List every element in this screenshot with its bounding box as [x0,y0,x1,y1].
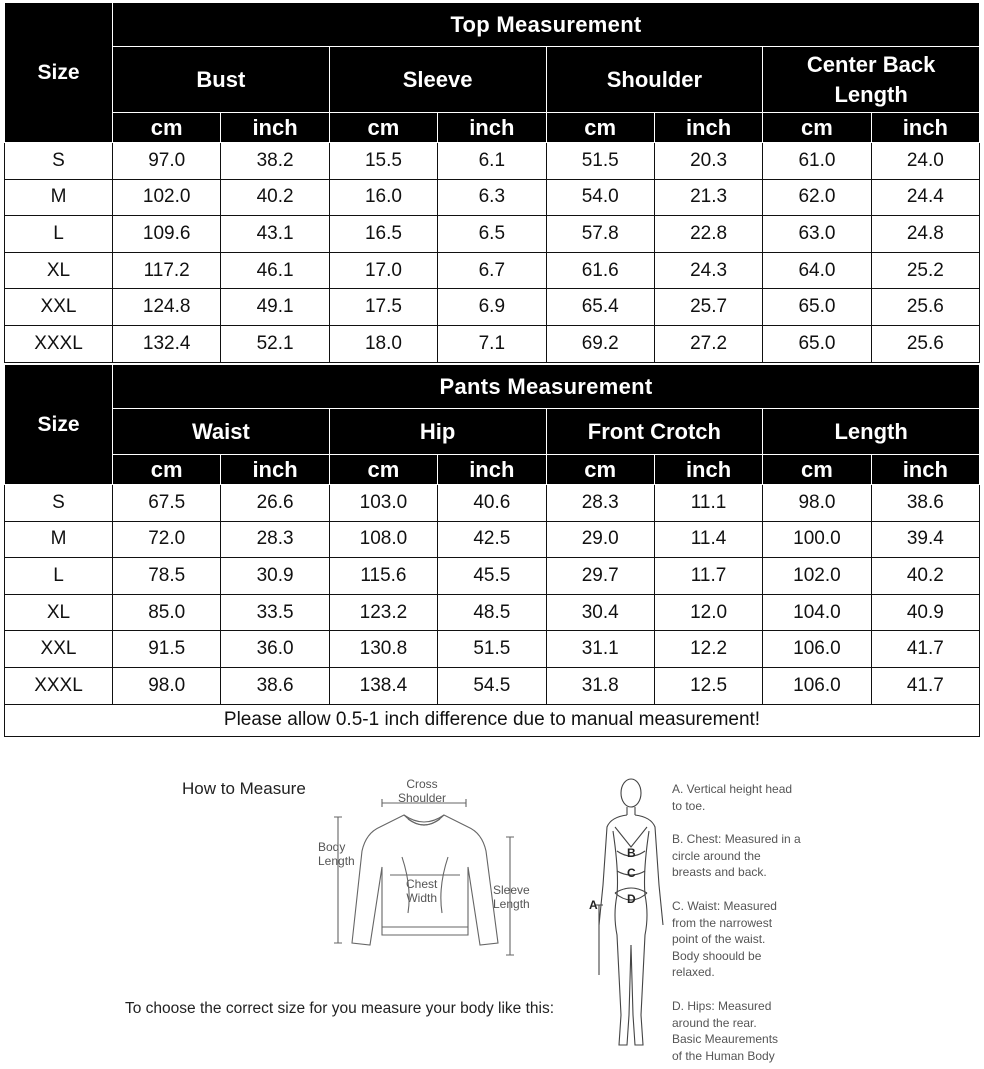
cross-shoulder-label: Cross Shoulder [398,777,447,805]
table-row [5,216,980,253]
measurement-cell: 20.3 [654,143,762,180]
measurement-cell: 6.1 [438,143,546,180]
measurement-cell: 72.0 [113,521,221,558]
measurement-cell: 40.2 [221,179,329,216]
measurement-cell: 38.6 [871,485,979,522]
measurement-cell: 31.8 [546,667,654,704]
measurement-cell: 62.0 [763,179,871,216]
size-cell: M [5,521,113,558]
measurement-cell: 40.6 [438,485,546,522]
table-row [5,325,980,362]
pants-measurement-table [4,364,980,737]
measurement-cell: 7.1 [438,325,546,362]
table-row [5,521,980,558]
table-row [5,252,980,289]
measurement-cell: 15.5 [329,143,437,180]
body-length-label: Body Length [318,840,355,868]
measurement-cell: 85.0 [113,594,221,631]
measurement-cell: 109.6 [113,216,221,253]
group-header-hip: Hip [329,409,546,455]
measurement-cell: 51.5 [438,631,546,668]
measurement-cell: 24.3 [654,252,762,289]
measurement-cell: 25.2 [871,252,979,289]
measurement-cell: 42.5 [438,521,546,558]
size-column-header: Size [5,3,113,143]
measurement-cell: 30.4 [546,594,654,631]
measurement-cell: 17.5 [329,289,437,326]
size-cell: XXL [5,289,113,326]
size-cell: XL [5,594,113,631]
measurement-cell: 11.1 [654,485,762,522]
unit-header: inch [438,113,546,143]
unit-header: inch [871,113,979,143]
table-row [5,631,980,668]
measurement-cell: 132.4 [113,325,221,362]
unit-header: cm [763,113,871,143]
measurement-cell: 33.5 [221,594,329,631]
size-cell: XL [5,252,113,289]
unit-header: cm [113,113,221,143]
measurement-cell: 46.1 [221,252,329,289]
group-header-shoulder: Shoulder [546,47,763,113]
measurement-cell: 22.8 [654,216,762,253]
figure-label-c: C [627,866,636,880]
unit-header: cm [546,455,654,485]
measurement-cell: 102.0 [763,558,871,595]
measurement-cell: 38.6 [221,667,329,704]
table-row [5,143,980,180]
measurement-cell: 123.2 [329,594,437,631]
size-cell: S [5,485,113,522]
top-table-body [5,143,980,363]
table-row [5,485,980,522]
top-measurement-title: Top Measurement [113,3,980,47]
measurement-cell: 48.5 [438,594,546,631]
sleeve-length-label: Sleeve Length [493,883,530,911]
measurement-cell: 52.1 [221,325,329,362]
measurement-cell: 12.2 [654,631,762,668]
figure-label-d: D [627,892,636,906]
measurement-cell: 54.5 [438,667,546,704]
measurement-cell: 69.2 [546,325,654,362]
definition-d: D. Hips: Measured around the rear. Basic Meaurements of the Human Body [672,999,779,1063]
size-cell: L [5,558,113,595]
measurement-note: Please allow 0.5-1 inch difference due to manual measurement! [5,704,980,736]
table-row [5,667,980,704]
top-measurement-table [4,2,980,363]
unit-header: inch [654,113,762,143]
size-cell: XXXL [5,667,113,704]
measurement-cell: 11.7 [654,558,762,595]
group-header-sleeve: Sleeve [329,47,546,113]
definition-b: B. Chest: Measured in a circle around the breasts and back. [672,832,801,879]
definition-a: A. Vertical height head to toe. [672,782,793,813]
measurement-cell: 124.8 [113,289,221,326]
measurement-cell: 65.0 [763,325,871,362]
measurement-cell: 29.0 [546,521,654,558]
measurement-cell: 6.5 [438,216,546,253]
pants-table-body [5,485,980,705]
measurement-cell: 6.3 [438,179,546,216]
measurement-cell: 43.1 [221,216,329,253]
measurement-cell: 25.6 [871,289,979,326]
measurement-cell: 6.9 [438,289,546,326]
unit-header: inch [221,113,329,143]
measurement-cell: 12.0 [654,594,762,631]
size-column-header: Size [5,365,113,485]
measurement-cell: 16.5 [329,216,437,253]
measurement-cell: 36.0 [221,631,329,668]
measurement-cell: 28.3 [546,485,654,522]
measurement-cell: 16.0 [329,179,437,216]
unit-header: cm [329,113,437,143]
measurement-cell: 63.0 [763,216,871,253]
measurement-cell: 54.0 [546,179,654,216]
measurement-cell: 103.0 [329,485,437,522]
measurement-cell: 65.0 [763,289,871,326]
measurement-cell: 108.0 [329,521,437,558]
measurement-cell: 67.5 [113,485,221,522]
table-row [5,594,980,631]
pants-measurement-title: Pants Measurement [113,365,980,409]
measurement-cell: 24.4 [871,179,979,216]
measurement-cell: 24.0 [871,143,979,180]
measurement-cell: 61.0 [763,143,871,180]
measurement-cell: 29.7 [546,558,654,595]
measurement-cell: 97.0 [113,143,221,180]
definition-c: C. Waist: Measured from the narrowest point of the waist. Body shoould be relaxed. [672,899,777,979]
measurement-cell: 64.0 [763,252,871,289]
group-header-length: Length [763,409,980,455]
measurement-cell: 51.5 [546,143,654,180]
size-cell: M [5,179,113,216]
measurement-cell: 31.1 [546,631,654,668]
measurement-cell: 30.9 [221,558,329,595]
measurement-cell: 17.0 [329,252,437,289]
measurement-cell: 18.0 [329,325,437,362]
table-row [5,179,980,216]
unit-header: inch [654,455,762,485]
measurement-cell: 12.5 [654,667,762,704]
measurement-cell: 106.0 [763,631,871,668]
measurement-cell: 91.5 [113,631,221,668]
size-cell: XXXL [5,325,113,362]
table-row [5,558,980,595]
measurement-cell: 21.3 [654,179,762,216]
measurement-cell: 78.5 [113,558,221,595]
measurement-cell: 130.8 [329,631,437,668]
measurement-cell: 40.9 [871,594,979,631]
measurement-cell: 26.6 [221,485,329,522]
how-to-measure-label: How to Measure [182,779,306,798]
unit-header: inch [871,455,979,485]
measurement-cell: 6.7 [438,252,546,289]
chest-width-label: Chest Width [406,877,438,905]
unit-header: inch [438,455,546,485]
group-header-waist: Waist [113,409,330,455]
sweater-diagram-icon [320,795,530,965]
measurement-cell: 98.0 [113,667,221,704]
human-body-figure-icon [585,775,675,1065]
measurement-cell: 138.4 [329,667,437,704]
group-header-front-crotch: Front Crotch [546,409,763,455]
measurement-cell: 102.0 [113,179,221,216]
figure-label-b: B [627,846,636,860]
measurement-cell: 28.3 [221,521,329,558]
unit-header: cm [329,455,437,485]
choose-size-instruction: To choose the correct size for you measure your body like this: [125,1000,555,1017]
measurement-cell: 106.0 [763,667,871,704]
measurement-cell: 24.8 [871,216,979,253]
measurement-cell: 117.2 [113,252,221,289]
size-cell: XXL [5,631,113,668]
measurement-cell: 41.7 [871,667,979,704]
measurement-cell: 11.4 [654,521,762,558]
unit-header: cm [763,455,871,485]
measurement-cell: 25.7 [654,289,762,326]
measurement-cell: 45.5 [438,558,546,595]
unit-header: cm [546,113,654,143]
size-cell: L [5,216,113,253]
measurement-cell: 115.6 [329,558,437,595]
figure-label-a: A [589,898,598,912]
measurement-cell: 61.6 [546,252,654,289]
measurement-cell: 98.0 [763,485,871,522]
measurement-cell: 100.0 [763,521,871,558]
measurement-cell: 39.4 [871,521,979,558]
measurement-cell: 40.2 [871,558,979,595]
measurement-cell: 25.6 [871,325,979,362]
measurement-cell: 49.1 [221,289,329,326]
measurement-cell: 38.2 [221,143,329,180]
group-header-center-back-length: Center Back Length [763,47,980,113]
table-row [5,289,980,326]
measurement-cell: 57.8 [546,216,654,253]
size-cell: S [5,143,113,180]
measurement-cell: 27.2 [654,325,762,362]
measurement-cell: 41.7 [871,631,979,668]
unit-header: cm [113,455,221,485]
measurement-cell: 65.4 [546,289,654,326]
unit-header: inch [221,455,329,485]
group-header-bust: Bust [113,47,330,113]
measurement-cell: 104.0 [763,594,871,631]
